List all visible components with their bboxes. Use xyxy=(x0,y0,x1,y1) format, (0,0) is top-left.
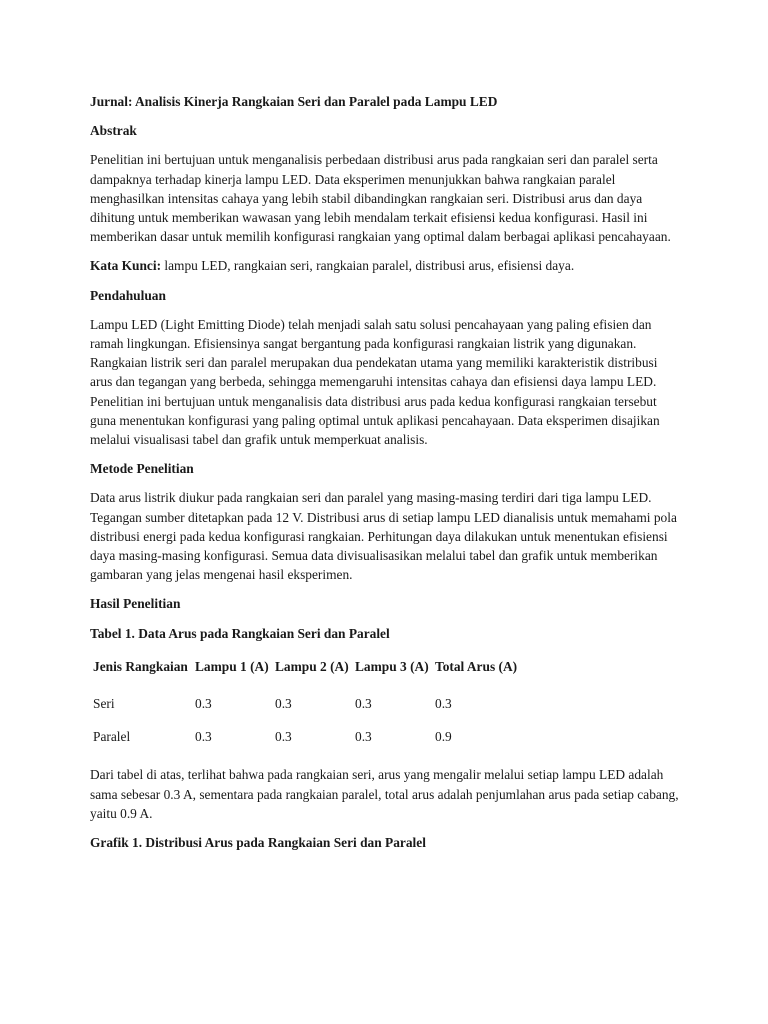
table-caption: Tabel 1. Data Arus pada Rangkaian Seri dan Paralel xyxy=(90,625,390,641)
document-page xyxy=(90,92,682,862)
table-row xyxy=(90,688,528,721)
document-title: Jurnal: Analisis Kinerja Rangkaian Seri dan Paralel pada Lampu LED xyxy=(90,94,498,109)
table-cell: Seri xyxy=(93,696,115,712)
table-cell: 0.3 xyxy=(195,696,212,712)
table-cell: 0.3 xyxy=(355,729,372,745)
results-heading: Hasil Penelitian xyxy=(90,596,181,612)
abstract-text: Penelitian ini bertujuan untuk menganalisis perbedaan distribusi arus pada rangkaian seri dan paralel serta dampaknya terhadap kinerja lampu LED. Data eksperimen menunjukkan bahwa rangkaian paralel menghasilkan intensitas cahaya yang lebih stabil dibandingkan rangkaian seri. Distribusi arus dan daya dihitung untuk memberikan wawasan yang lebih mendalam terkait efisiensi kedua konfigurasi. Hasil ini memberikan dasar untuk memilih konfigurasi rangkaian yang optimal dalam berbagai aplikasi pencahayaan. xyxy=(90,152,671,245)
table-cell: 0.3 xyxy=(195,729,212,745)
keywords-paragraph xyxy=(90,256,682,275)
current-data-table xyxy=(90,653,528,755)
table-cell: 0.3 xyxy=(355,696,372,712)
introduction-heading: Pendahuluan xyxy=(90,287,166,303)
table-header-cell: Total Arus (A) xyxy=(435,658,518,674)
method-heading: Metode Penelitian xyxy=(90,461,194,477)
table-header-cell: Lampu 2 (A) xyxy=(275,658,349,674)
table-cell: 0.3 xyxy=(275,729,292,745)
table-cell: 0.3 xyxy=(435,696,452,712)
introduction-text: Lampu LED (Light Emitting Diode) telah menjadi salah satu solusi pencahayaan yang paling efisien dan ramah lingkungan. Efisiensinya sangat bergantung pada konfigurasi rangkaian listrik yang digunakan. Rangkaian listrik seri dan paralel merupakan dua pendekatan utama yang memiliki karakteristik distribusi arus dan tegangan yang berbeda, sehingga memengaruhi intensitas cahaya dan efisiensi daya lampu LED. Penelitian ini bertujuan untuk menganalisis data distribusi arus pada kedua konfigurasi rangkaian tersebut guna menentukan konfigurasi yang paling optimal untuk aplikasi pencahayaan. Data eksperimen disajikan melalui visualisasi tabel dan grafik untuk memperkuat analisis. xyxy=(90,316,660,448)
table-header-cell: Lampu 1 (A) xyxy=(195,658,269,674)
table-header-cell: Lampu 3 (A) xyxy=(355,658,429,674)
keywords-text: lampu LED, rangkaian seri, rangkaian paralel, distribusi arus, efisiensi daya. xyxy=(161,258,575,274)
table-note: Dari tabel di atas, terlihat bahwa pada rangkaian seri, arus yang mengalir melalui setiap lampu LED adalah sama sebesar 0.3 A, sementara pada rangkaian paralel, total arus adalah penjumlahan arus pada setiap cabang, yaitu 0.9 A. xyxy=(90,767,679,821)
method-text: Data arus listrik diukur pada rangkaian seri dan paralel yang masing-masing terdiri dari tiga lampu LED. Tegangan sumber ditetapkan pada 12 V. Distribusi arus di setiap lampu LED dianalisis untuk memahami pola distribusi energi pada kedua konfigurasi rangkaian. Perhitungan daya dilakukan untuk menentukan efisiensi daya masing-masing konfigurasi. Semua data divisualisasikan melalui tabel dan grafik untuk memberikan gambaran yang jelas mengenai hasil eksperimen. xyxy=(90,490,677,583)
table-cell: Paralel xyxy=(93,729,131,745)
table-cell: 0.3 xyxy=(275,696,292,712)
graph-caption: Grafik 1. Distribusi Arus pada Rangkaian Seri dan Paralel xyxy=(90,835,426,851)
table-cell: 0.9 xyxy=(435,729,452,745)
table-header-row xyxy=(90,653,528,688)
abstract-heading: Abstrak xyxy=(90,123,137,139)
keywords-label: Kata Kunci: xyxy=(90,258,162,274)
table-row xyxy=(90,721,528,754)
table-header-cell: Jenis Rangkaian xyxy=(93,658,188,674)
